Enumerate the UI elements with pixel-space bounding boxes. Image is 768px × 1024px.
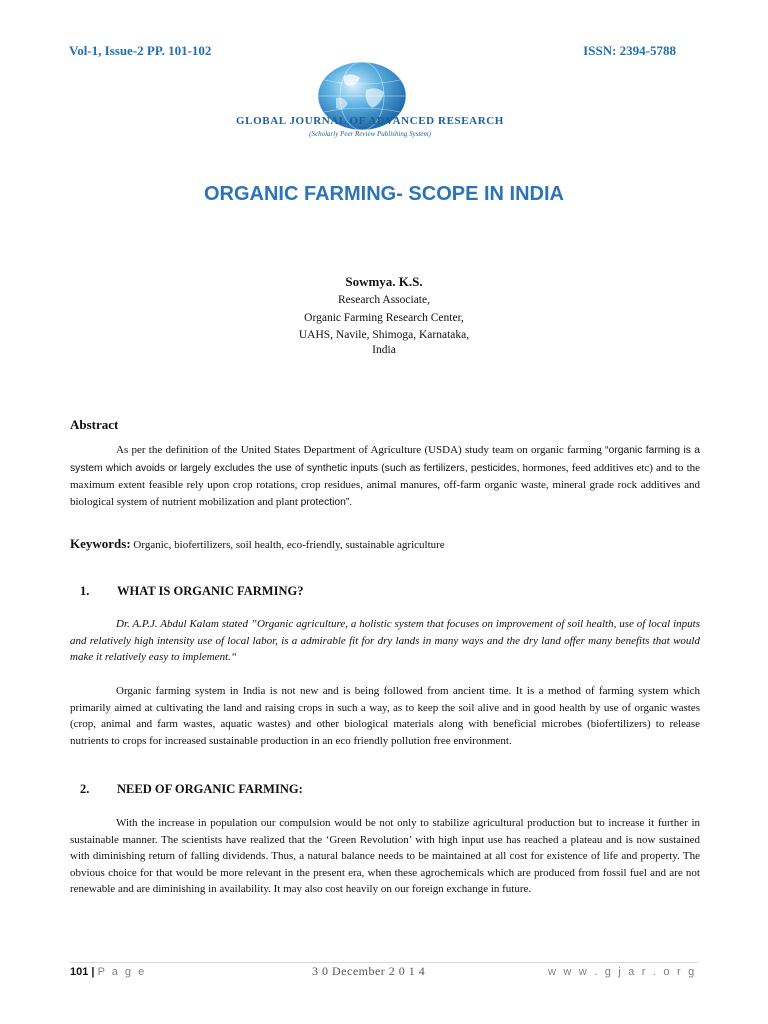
abstract-heading: Abstract xyxy=(70,417,119,432)
section-number: 1. xyxy=(80,584,90,598)
author-name: Sowmya. K.S. xyxy=(345,274,423,289)
section-heading xyxy=(80,782,303,797)
footer-date: 3 0 December 2 0 1 4 xyxy=(312,964,426,978)
footer-page-number xyxy=(70,966,146,978)
journal-logo xyxy=(200,60,540,142)
keywords-text: Organic, biofertilizers, soil health, eco-friendly, sustainable agriculture xyxy=(130,539,445,551)
issn: ISSN: 2394-5788 xyxy=(583,43,676,58)
journal-subtitle: (Scholarly Peer Review Publishing System) xyxy=(309,130,431,138)
affiliation-line: Research Associate, xyxy=(338,294,430,306)
abstract-quote: “organic farming is a system which avoids or largely excludes the use of synthetic inputs (such as fertilizers, pesticides, xyxy=(70,445,700,474)
abstract-text xyxy=(70,442,700,511)
abstract-rest: hormones, feed additives etc) and to the maximum extent feasible rely upon crop rotations, crop residues, animal manures, off-farm organic waste, mineral grade rock additives and biological system of nutrient mobilization and plant xyxy=(70,461,701,508)
keywords-label: Keywords: xyxy=(70,536,131,551)
body-paragraph: With the increase in population our compulsion would be not only to stabilize agricultural production but to increase it further in sustainable manner. The scientists have realized that the ‘Green Revolution’ with high input use has reached a plateau and is now sustained with diminishing return of falling dividends. Thus, a natural balance needs to be maintained at all cost for existence of life and property. The obvious choice for that would be more relevant in the present era, when these agrochemicals which are produced from fossil fuel and are not renewable and are diminishing in availability. It may also cost heavily on our foreign exchange in future. xyxy=(70,817,700,896)
affiliation-line: Organic Farming Research Center, xyxy=(304,312,464,324)
abstract-lead: As per the definition of the United States Department of Agriculture (USDA) study team on organic farming xyxy=(116,444,606,456)
kalam-quote-paragraph: Dr. A.P.J. Abdul Kalam stated ”Organic agriculture, a holistic system that focuses on improvement of soil health, use of local inputs and relatively high intensity use of local labor, is a admirable fit for dry lands in many ways and the dry land offer many benefits that would make it relatively easy to implement.“ xyxy=(70,618,700,664)
abstract-tail: protection”. xyxy=(300,496,353,508)
section-title: NEED OF ORGANIC FARMING: xyxy=(117,782,303,796)
section-title: WHAT IS ORGANIC FARMING? xyxy=(117,584,304,598)
section-number: 2. xyxy=(80,782,90,796)
page-number: 101 xyxy=(70,966,89,978)
keywords xyxy=(70,536,445,552)
section-heading xyxy=(80,584,303,599)
paper-title: ORGANIC FARMING- SCOPE IN INDIA xyxy=(203,183,564,205)
footer-divider xyxy=(70,962,698,963)
volume-info: Vol-1, Issue-2 PP. 101-102 xyxy=(69,43,212,58)
footer-website: w w w . g j a r . o r g xyxy=(548,966,697,978)
page-separator: | xyxy=(91,966,95,978)
affiliation-line: UAHS, Navile, Shimoga, Karnataka, xyxy=(298,329,470,341)
journal-name: GLOBAL JOURNAL OF ADVANCED RESEARCH xyxy=(236,115,504,127)
affiliation-line: India xyxy=(372,344,396,356)
body-paragraph: Organic farming system in India is not new and is being followed from ancient time. It is a method of farming system which primarily aimed at cultivating the land and raising crops in such a way, as to keep the soil alive and in good health by use of organic wastes (crop, animal and farm wastes, aquatic wastes) and other biological materials along with beneficial microbes (biofertilizers) to release nutrients to crops for increased sustainable production in an eco friendly pollution free environment. xyxy=(70,685,700,747)
page-word: P a g e xyxy=(97,966,147,978)
